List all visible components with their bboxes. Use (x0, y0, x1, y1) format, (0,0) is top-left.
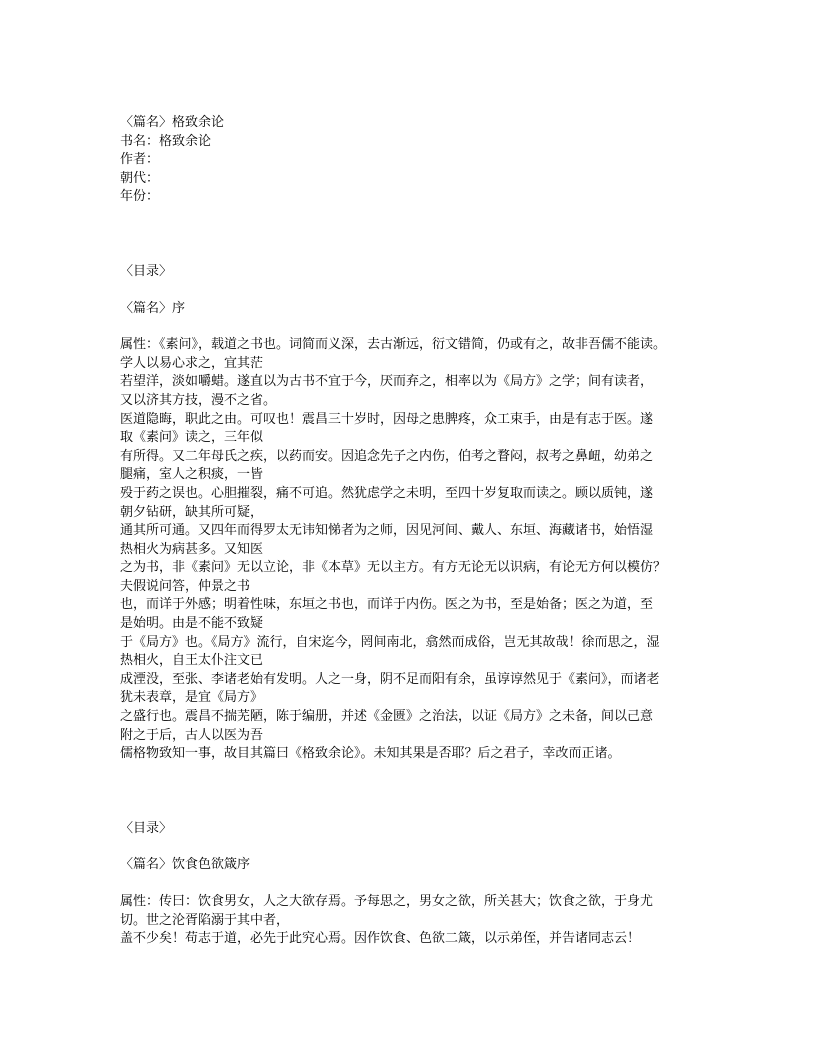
body-line: 热相火为病甚多。又知医 (120, 541, 264, 557)
body-line: 医道隐晦，职此之由。可叹也！震昌三十岁时，因母之患脾疼，众工束手，由是有志于医。遂 (120, 411, 654, 427)
book-name: 书名：格致余论 (120, 133, 212, 149)
section-diet-desire-preface (120, 820, 720, 949)
title-tag: 〈篇名〉格致余论 (120, 115, 225, 130)
body-line: 成湮没，至张、李诸老始有发明。人之一身，阴不足而阳有余，虽谆谆然见于《素问》，而诸老 (120, 671, 660, 687)
body-line: 殁于药之误也。心胆摧裂，痛不可追。然犹虑学之未明，至四十岁复取而读之。顾以质钝，遂 (120, 485, 654, 501)
body-line: 犹未表章，是宜《局方》 (120, 690, 264, 706)
document-header (120, 114, 720, 207)
body-line: 属性：传曰：饮食男女，人之大欲存焉。予每思之，男女之欲，所关甚大；饮食之欲，于身尤 (120, 894, 654, 909)
body-line: 属性：《素问》，载道之书也。词简而义深，去古渐远，衍文错简，仍或有之，故非吾儒不能读。 (120, 337, 667, 353)
toc-marker: 〈目录〉 (120, 263, 173, 279)
body-line: 热相火，自王太仆注文已 (120, 653, 264, 669)
body-line: 切。世之沦胥陷溺于其中者， (120, 912, 290, 928)
body-line: 又以济其方技，漫不之省。 (120, 392, 277, 408)
chapter-title: 〈篇名〉序 (120, 300, 186, 316)
body-line: 学人以易心求之，宜其茫 (120, 355, 264, 371)
body-line: 附之于后，古人以医为吾 (120, 727, 264, 743)
body-line: 于《局方》也。《局方》流行，自宋迄今，罔间南北，翕然而成俗，岂无其故哉！徐而思之，湿 (120, 634, 660, 650)
body-line: 盖不少矣！苟志于道，必先于此究心焉。因作饮食、色欲二箴，以示弟侄，并告诸同志云！ (120, 931, 641, 947)
body-line: 儒格物致知一事，故目其篇曰《格致余论》。未知其果是否耶？后之君子，幸改而正诸。 (120, 746, 621, 762)
body-line: 也，而详于外感；明着性味，东垣之书也，而详于内伤。医之为书，至是始备；医之为道，至 (120, 597, 654, 613)
document-page (120, 114, 720, 949)
body-line: 朝夕钻研，缺其所可疑， (120, 504, 264, 520)
body-line: 有所得。又二年母氏之疾，以药而安。因追念先子之内伤，伯考之瞀闷，叔考之鼻衄，幼弟之 (120, 448, 654, 464)
spacer (120, 207, 720, 263)
dynasty-field: 朝代： (120, 170, 160, 186)
year-field: 年份： (120, 189, 160, 205)
body-line: 通其所可通。又四年而得罗太无讳知悌者为之师，因见河间、戴人、东垣、海藏诸书，始悟湿 (120, 523, 654, 539)
spacer (120, 764, 720, 820)
spacer (120, 838, 720, 856)
body-line: 若望洋，淡如嚼蜡。遂直以为古书不宜于今，厌而弃之，相率以为《局方》之学；间有读者， (120, 374, 654, 390)
chapter-title: 〈篇名〉饮食色欲箴序 (120, 857, 251, 873)
spacer (120, 875, 720, 893)
body-line: 夫假说问答，仲景之书 (120, 578, 251, 594)
body-line: 取《素问》读之，三年似 (120, 430, 264, 446)
author-field: 作者： (120, 152, 160, 168)
body-line: 是始明。由是不能不致疑 (120, 616, 264, 632)
spacer (120, 318, 720, 336)
section-preface (120, 263, 720, 764)
chapter-body (120, 336, 720, 764)
chapter-body (120, 893, 720, 949)
spacer (120, 282, 720, 300)
body-line: 腿痛，室人之积痰，一皆 (120, 467, 264, 483)
body-line: 之盛行也。震昌不揣芜陋，陈于编册，并述《金匮》之治法，以证《局方》之未备，间以己意 (120, 709, 654, 725)
body-line: 之为书，非《素问》无以立论，非《本草》无以主方。有方无论无以识病，有论无方何以模仿？ (120, 560, 667, 576)
toc-marker: 〈目录〉 (120, 820, 173, 836)
